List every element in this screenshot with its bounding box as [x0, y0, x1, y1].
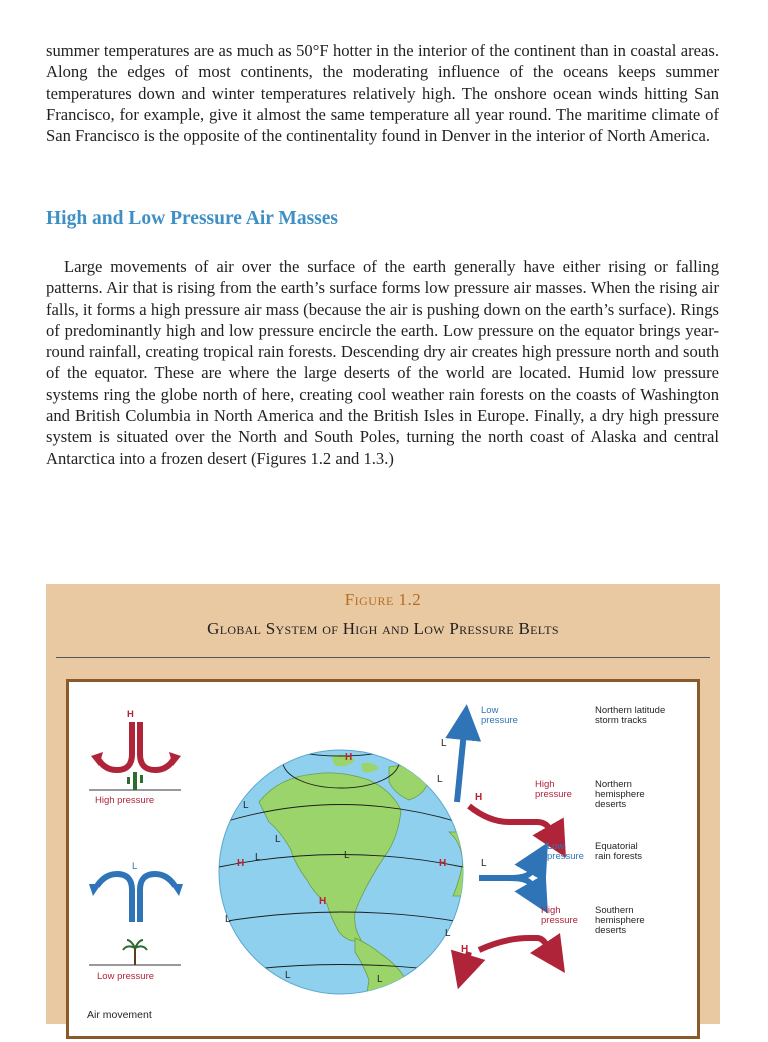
legend-low-symbol: L [132, 861, 138, 872]
globe-marker-l: L [225, 914, 231, 925]
figure-divider [56, 657, 710, 658]
globe-marker-l: L [255, 852, 261, 863]
pressure-diagram [66, 679, 700, 1039]
zone-label-storm-tracks: Northern latitude storm tracks [595, 705, 666, 726]
section-heading: High and Low Pressure Air Masses [46, 208, 338, 229]
globe-marker-h: H [237, 858, 245, 869]
globe-marker-h: H [461, 944, 469, 955]
globe-marker-l: L [377, 974, 383, 985]
globe-marker-l: L [344, 850, 350, 861]
diagram-graphic [69, 682, 703, 1042]
globe-marker-h: H [345, 752, 353, 763]
pressure-label-high-2: High pressure [541, 905, 578, 926]
globe [219, 728, 469, 1022]
globe-marker-h: H [475, 792, 483, 803]
zone-label-northern-deserts: Northern hemisphere deserts [595, 779, 645, 810]
globe-marker-h: H [319, 896, 327, 907]
legend-air-movement: Air movement [87, 1009, 152, 1021]
globe-marker-l: L [243, 800, 249, 811]
low-pressure-symbol [89, 874, 183, 965]
zone-label-southern-deserts: Southern hemisphere deserts [595, 905, 645, 936]
figure-panel [46, 584, 720, 1024]
high-pressure-symbol [89, 722, 181, 790]
globe-marker-h: H [439, 858, 447, 869]
legend-low-label: Low pressure [97, 971, 155, 982]
legend-high-label: High pressure [95, 795, 155, 806]
globe-marker-l: L [285, 970, 291, 981]
pressure-label-high-1: High pressure [535, 779, 572, 800]
globe-marker-l: L [437, 774, 443, 785]
figure-title: Global System of High and Low Pressure Belts [207, 619, 559, 638]
body-paragraph-top: summer temperatures are as much as 50°F hotter in the interior of the continent than in coastal areas. Along the edges of most continents, the moderating influence of the oceans keeps summer temperatures down and winter temperatures relatively high. The onshore ocean winds hitting San Francisco, for example, give it almost the same temperature all year round. The maritime climate of San Francisco is the opposite of the continentality found in Denver in the interior of North America. [46, 41, 719, 146]
figure-label: Figure 1.2 [344, 590, 422, 609]
globe-marker-l: L [441, 738, 447, 749]
circulation-arrows [457, 722, 557, 972]
globe-marker-l: L [275, 834, 281, 845]
globe-marker-l: L [481, 858, 487, 869]
pressure-label-low-2: Low pressure [547, 841, 584, 862]
legend-high-symbol: H [127, 709, 134, 720]
zone-label-equatorial: Equatorial rain forests [595, 841, 642, 862]
pressure-label-low-1: Low pressure [481, 705, 518, 726]
body-paragraph-main: Large movements of air over the surface of the earth generally have either rising or falling patterns. Air that is rising from the earth’s surface forms low pressure air masses. When the rising air falls, it forms a high pressure air mass (because the air is pushing down on the earth’s surface). Rings of predominantly high and low pressure encircle the earth. Low pressure on the equator brings year-round rainfall, creating tropical rain forests. Descending dry air creates high pressure north and south of the equator. These are where the large deserts of the world are located. Humid low pressure systems ring the globe north of here, creating cool weather rain forests on the coasts of Washington and British Columbia in North America and the British Isles in Europe. Finally, a dry high pressure system is situated over the North and South Poles, turning the north coast of Alaska and central Antarctica into a frozen desert (Figures 1.2 and 1.3.) [46, 257, 719, 468]
globe-marker-l: L [445, 928, 451, 939]
